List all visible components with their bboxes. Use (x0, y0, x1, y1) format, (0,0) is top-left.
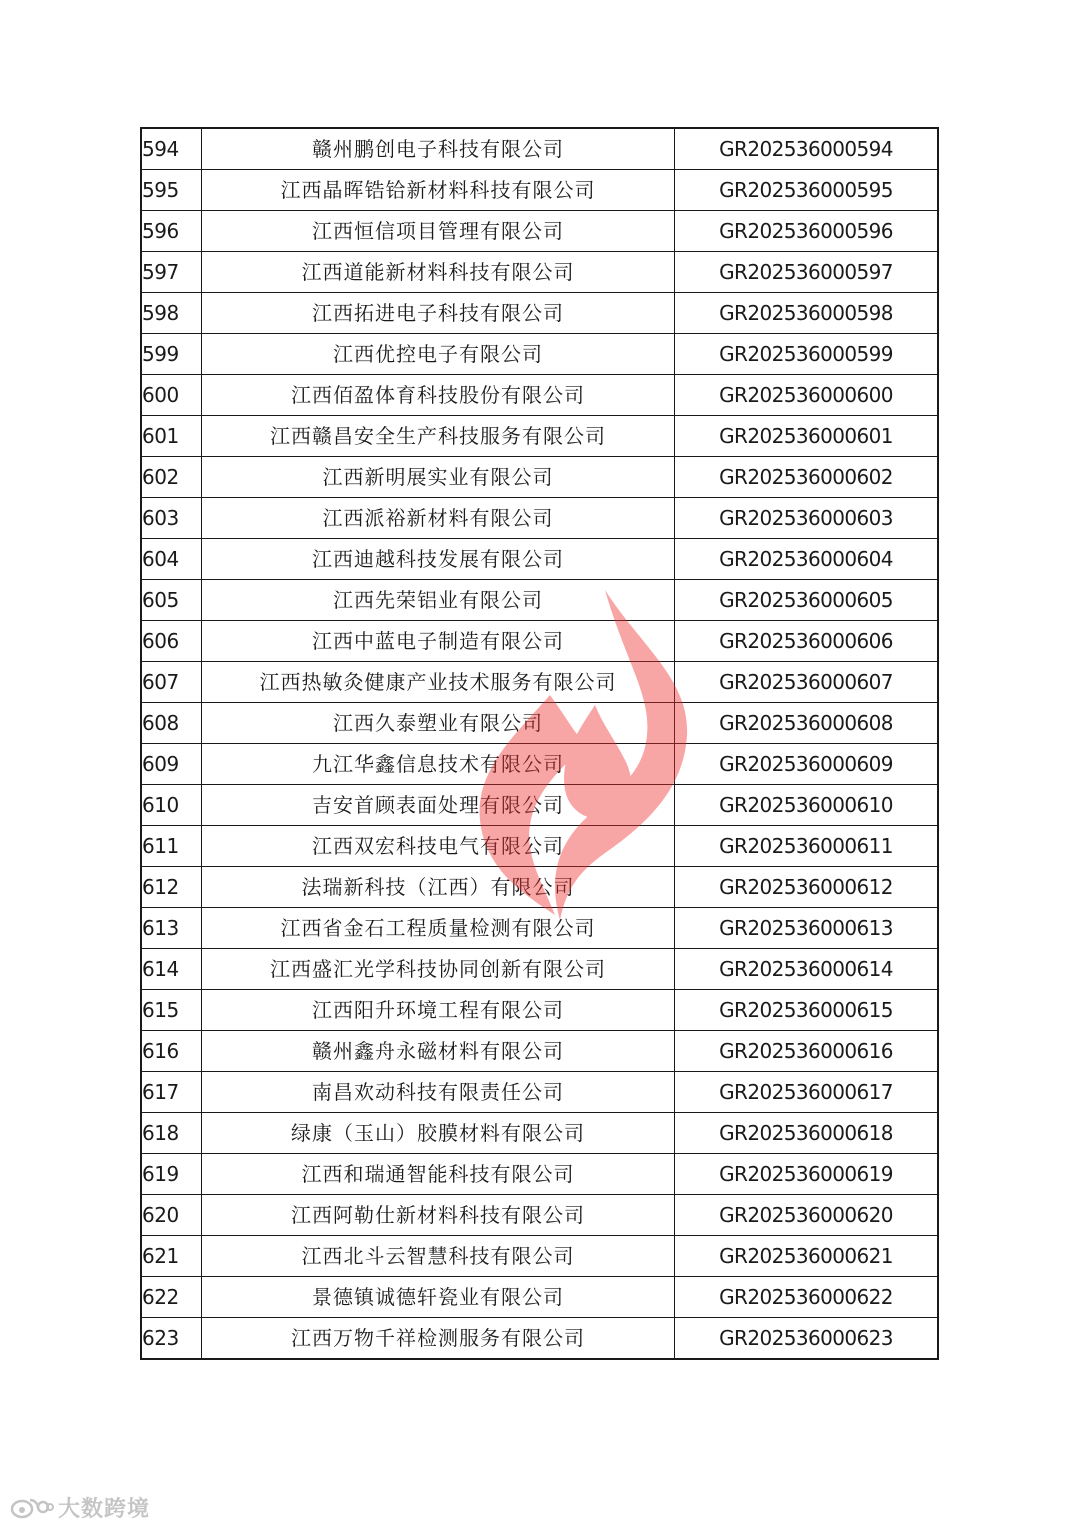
certificate-code-cell: GR202536000594 (675, 128, 939, 170)
certificate-code-cell: GR202536000605 (675, 580, 939, 621)
row-number-cell: 595 (141, 170, 202, 211)
table-row (141, 1195, 938, 1236)
row-number-cell: 607 (141, 662, 202, 703)
row-number-cell: 622 (141, 1277, 202, 1318)
footer-brand (10, 1492, 150, 1522)
table-row (141, 416, 938, 457)
row-number-cell: 602 (141, 457, 202, 498)
table-row (141, 785, 938, 826)
table-row (141, 498, 938, 539)
row-number-cell: 613 (141, 908, 202, 949)
table-row (141, 580, 938, 621)
certificate-code-cell: GR202536000622 (675, 1277, 939, 1318)
table-row (141, 1318, 938, 1360)
table-row (141, 375, 938, 416)
table-row (141, 1236, 938, 1277)
table-row (141, 949, 938, 990)
company-name-cell: 江西万物千祥检测服务有限公司 (202, 1318, 675, 1360)
table-row (141, 170, 938, 211)
table-row (141, 1154, 938, 1195)
row-number-cell: 605 (141, 580, 202, 621)
row-number-cell: 615 (141, 990, 202, 1031)
company-name-cell: 法瑞新科技（江西）有限公司 (202, 867, 675, 908)
row-number-cell: 597 (141, 252, 202, 293)
certificate-code-cell: GR202536000603 (675, 498, 939, 539)
company-name-cell: 江西阳升环境工程有限公司 (202, 990, 675, 1031)
company-name-cell: 江西派裕新材料有限公司 (202, 498, 675, 539)
row-number-cell: 612 (141, 867, 202, 908)
company-name-cell: 江西阿勒仕新材料科技有限公司 (202, 1195, 675, 1236)
certificate-code-cell: GR202536000596 (675, 211, 939, 252)
row-number-cell: 616 (141, 1031, 202, 1072)
company-name-cell: 江西盛汇光学科技协同创新有限公司 (202, 949, 675, 990)
certificate-code-cell: GR202536000614 (675, 949, 939, 990)
company-name-cell: 江西迪越科技发展有限公司 (202, 539, 675, 580)
company-name-cell: 江西赣昌安全生产科技服务有限公司 (202, 416, 675, 457)
company-name-cell: 赣州鑫舟永磁材料有限公司 (202, 1031, 675, 1072)
certificate-code-cell: GR202536000607 (675, 662, 939, 703)
company-name-cell: 江西双宏科技电气有限公司 (202, 826, 675, 867)
row-number-cell: 620 (141, 1195, 202, 1236)
row-number-cell: 621 (141, 1236, 202, 1277)
company-name-cell: 江西中蓝电子制造有限公司 (202, 621, 675, 662)
row-number-cell: 594 (141, 128, 202, 170)
company-name-cell: 江西先荣铝业有限公司 (202, 580, 675, 621)
company-name-cell: 江西晶晖锆铪新材料科技有限公司 (202, 170, 675, 211)
company-name-cell: 江西久泰塑业有限公司 (202, 703, 675, 744)
certificate-code-cell: GR202536000621 (675, 1236, 939, 1277)
table-row (141, 252, 938, 293)
table-row (141, 1277, 938, 1318)
certificate-code-cell: GR202536000599 (675, 334, 939, 375)
certificate-code-cell: GR202536000606 (675, 621, 939, 662)
table-row (141, 334, 938, 375)
row-number-cell: 596 (141, 211, 202, 252)
row-number-cell: 603 (141, 498, 202, 539)
row-number-cell: 606 (141, 621, 202, 662)
row-number-cell: 608 (141, 703, 202, 744)
certificate-code-cell: GR202536000623 (675, 1318, 939, 1360)
certificate-code-cell: GR202536000610 (675, 785, 939, 826)
row-number-cell: 598 (141, 293, 202, 334)
certificate-code-cell: GR202536000600 (675, 375, 939, 416)
table-row (141, 621, 938, 662)
table-row (141, 744, 938, 785)
table-row (141, 990, 938, 1031)
footer-brand-text: 大数跨境 (58, 1496, 151, 1522)
company-name-cell: 吉安首顾表面处理有限公司 (202, 785, 675, 826)
table-row (141, 293, 938, 334)
table-row (141, 867, 938, 908)
weibo-logo-icon (10, 1494, 54, 1520)
row-number-cell: 617 (141, 1072, 202, 1113)
row-number-cell: 614 (141, 949, 202, 990)
certificate-code-cell: GR202536000608 (675, 703, 939, 744)
company-name-cell: 江西道能新材料科技有限公司 (202, 252, 675, 293)
company-name-cell: 赣州鹏创电子科技有限公司 (202, 128, 675, 170)
table-row (141, 662, 938, 703)
row-number-cell: 609 (141, 744, 202, 785)
table-row (141, 703, 938, 744)
certificate-code-cell: GR202536000609 (675, 744, 939, 785)
certificate-code-cell: GR202536000612 (675, 867, 939, 908)
company-name-cell: 江西新明展实业有限公司 (202, 457, 675, 498)
table-row (141, 539, 938, 580)
registry-table-body (141, 128, 938, 1359)
certificate-code-cell: GR202536000601 (675, 416, 939, 457)
company-name-cell: 江西热敏灸健康产业技术服务有限公司 (202, 662, 675, 703)
company-name-cell: 江西佰盈体育科技股份有限公司 (202, 375, 675, 416)
row-number-cell: 600 (141, 375, 202, 416)
row-number-cell: 610 (141, 785, 202, 826)
certificate-code-cell: GR202536000616 (675, 1031, 939, 1072)
certificate-code-cell: GR202536000619 (675, 1154, 939, 1195)
company-name-cell: 江西拓进电子科技有限公司 (202, 293, 675, 334)
table-row (141, 1031, 938, 1072)
certificate-code-cell: GR202536000615 (675, 990, 939, 1031)
table-row (141, 457, 938, 498)
company-name-cell: 江西恒信项目管理有限公司 (202, 211, 675, 252)
row-number-cell: 599 (141, 334, 202, 375)
certificate-code-cell: GR202536000595 (675, 170, 939, 211)
certificate-code-cell: GR202536000611 (675, 826, 939, 867)
certificate-code-cell: GR202536000618 (675, 1113, 939, 1154)
certificate-code-cell: GR202536000617 (675, 1072, 939, 1113)
row-number-cell: 611 (141, 826, 202, 867)
table-row (141, 1113, 938, 1154)
certificate-code-cell: GR202536000597 (675, 252, 939, 293)
row-number-cell: 601 (141, 416, 202, 457)
table-row (141, 826, 938, 867)
row-number-cell: 623 (141, 1318, 202, 1360)
company-name-cell: 九江华鑫信息技术有限公司 (202, 744, 675, 785)
company-name-cell: 江西和瑞通智能科技有限公司 (202, 1154, 675, 1195)
company-name-cell: 景德镇诚德轩瓷业有限公司 (202, 1277, 675, 1318)
row-number-cell: 604 (141, 539, 202, 580)
company-name-cell: 江西省金石工程质量检测有限公司 (202, 908, 675, 949)
company-registry-table (140, 127, 939, 1360)
certificate-code-cell: GR202536000602 (675, 457, 939, 498)
table-row (141, 908, 938, 949)
company-name-cell: 江西北斗云智慧科技有限公司 (202, 1236, 675, 1277)
company-name-cell: 绿康（玉山）胶膜材料有限公司 (202, 1113, 675, 1154)
certificate-code-cell: GR202536000613 (675, 908, 939, 949)
company-name-cell: 江西优控电子有限公司 (202, 334, 675, 375)
row-number-cell: 618 (141, 1113, 202, 1154)
certificate-code-cell: GR202536000598 (675, 293, 939, 334)
certificate-code-cell: GR202536000620 (675, 1195, 939, 1236)
table-row (141, 211, 938, 252)
table-row (141, 128, 938, 170)
certificate-code-cell: GR202536000604 (675, 539, 939, 580)
row-number-cell: 619 (141, 1154, 202, 1195)
company-name-cell: 南昌欢动科技有限责任公司 (202, 1072, 675, 1113)
table-row (141, 1072, 938, 1113)
